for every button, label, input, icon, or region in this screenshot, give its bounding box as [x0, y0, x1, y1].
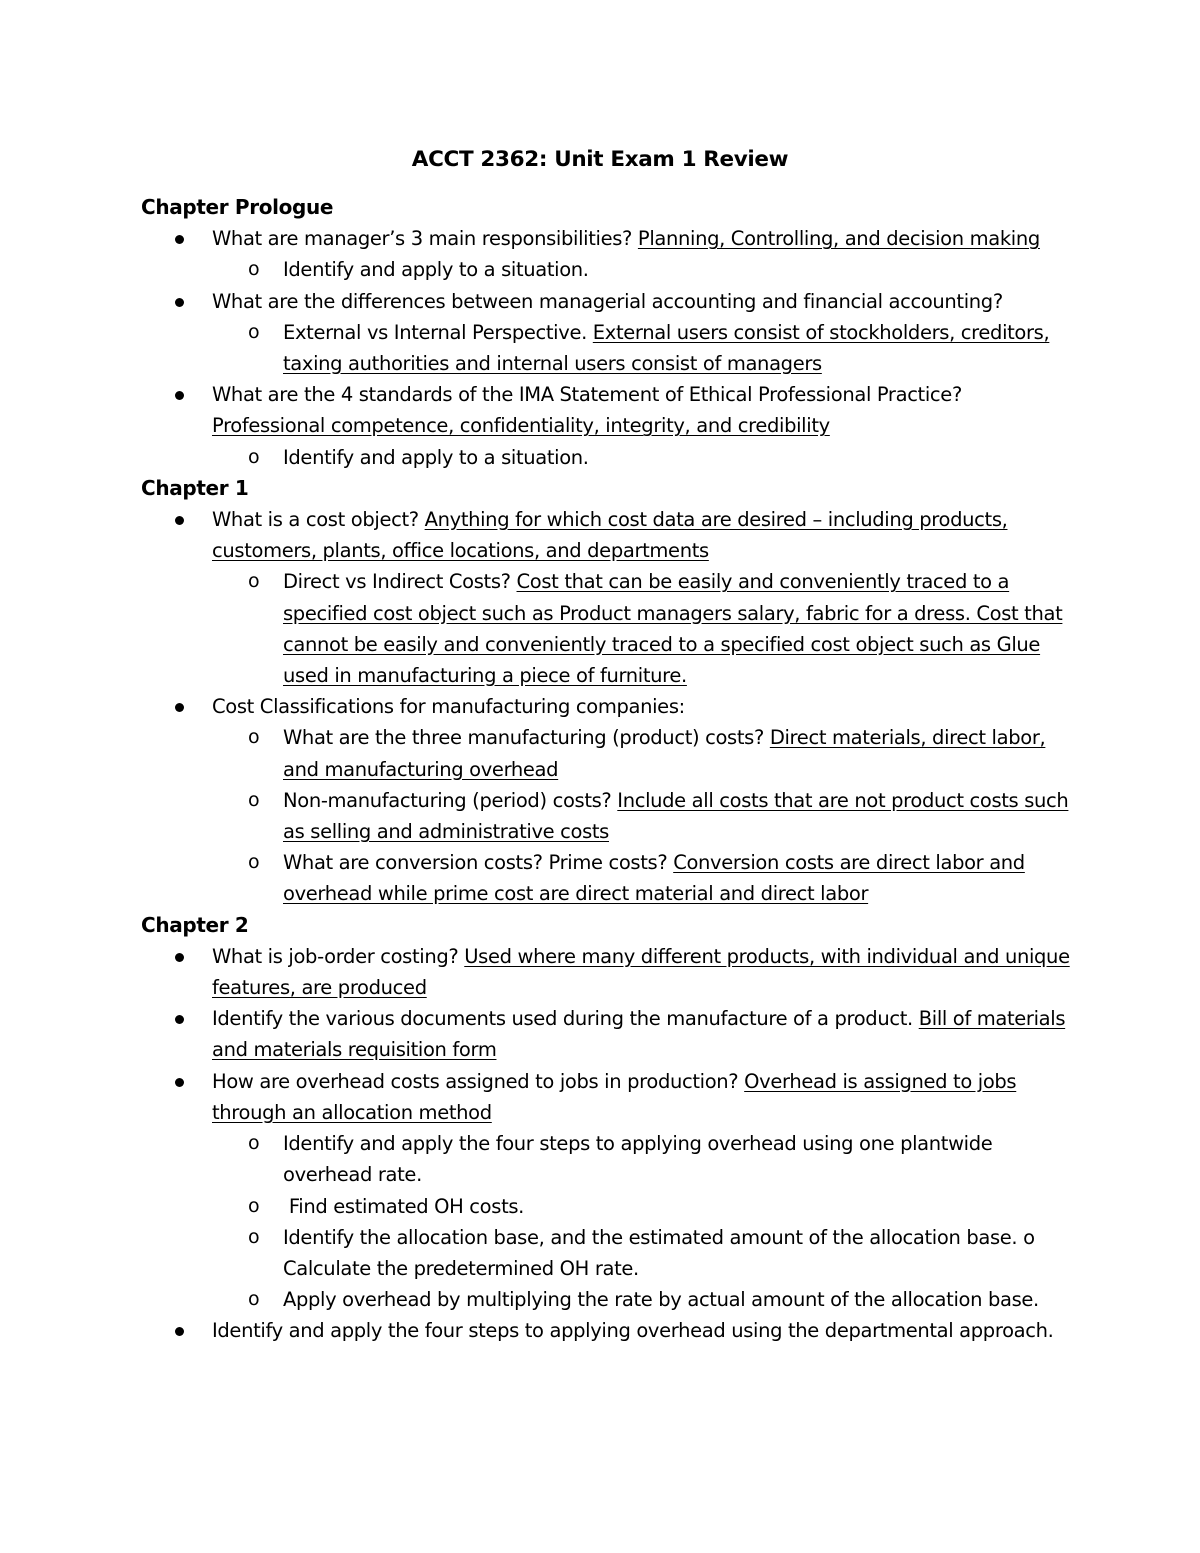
section-chapter-prologue — [141, 192, 1071, 473]
answer-text: External users consist of stockholders, creditors, taxing authorities and internal users consist of managers — [283, 320, 1050, 376]
sub-list-item — [141, 317, 1071, 379]
list-item — [141, 941, 1071, 1003]
item-text: Identify and apply to a situation. — [283, 258, 589, 282]
question-text: Cost Classifications for manufacturing companies: — [212, 695, 685, 719]
item-text: Identify the allocation base, and the estimated amount of the allocation base. o Calculate the predetermined OH rate. — [283, 1225, 1035, 1280]
sub-list-item — [141, 1128, 1071, 1190]
list-item — [141, 223, 1071, 254]
question-text: What are conversion costs? Prime costs? — [283, 851, 668, 875]
question-text: What is a cost object? — [212, 508, 419, 532]
answer-text: Bill of materials and materials requisition form — [212, 1007, 1066, 1062]
answer-text: Planning, Controlling, and decision making — [637, 227, 1040, 251]
item-text: Apply overhead by multiplying the rate by actual amount of the allocation base. — [283, 1288, 1039, 1312]
hollow-bullet-icon: o — [248, 1225, 260, 1248]
list-item — [141, 691, 1071, 722]
bullet-list — [141, 504, 1071, 910]
answer-text: Conversion costs are direct labor and overhead while prime cost are direct material and direct labor — [283, 851, 1025, 906]
hollow-bullet-icon: o — [248, 445, 260, 468]
hollow-bullet-icon: o — [248, 320, 260, 343]
section-heading: Chapter Prologue — [141, 195, 334, 219]
list-item — [141, 1315, 1071, 1346]
sub-list-item — [141, 722, 1071, 784]
question-text: Identify the various documents used during the manufacture of a product. — [212, 1007, 913, 1031]
hollow-bullet-icon: o — [248, 1288, 260, 1311]
item-text: Identify and apply the four steps to applying overhead using one plantwide overhead rate. — [283, 1132, 993, 1187]
bullet-icon — [175, 298, 184, 307]
item-text: Find estimated OH costs. — [283, 1194, 525, 1218]
question-text: What are the 4 standards of the IMA Statement of Ethical Professional Practice? — [212, 383, 962, 407]
bullet-icon — [175, 391, 184, 400]
answer-text: Direct materials, direct labor, and manufacturing overhead — [283, 726, 1046, 781]
bullet-icon — [175, 1015, 184, 1024]
bullet-icon — [175, 1327, 184, 1336]
answer-text: Cost that can be easily and conveniently traced to a specified cost object such as Product managers salary, fabric for a dress. Cost that cannot be easily and conveniently traced to a specified cost object such as Glue used in manufacturing a piece of furniture. — [283, 570, 1063, 688]
answer-text: Used where many different products, with individual and unique features, are produced — [212, 944, 1070, 1000]
question-text: What are the differences between managerial accounting and financial accounting? — [212, 289, 1003, 313]
answer-text: Professional competence, confidentiality, integrity, and credibility — [212, 414, 830, 438]
answer-text: Anything for which cost data are desired – including products, customers, plants, office locations, and departments — [212, 508, 1008, 563]
item-text: Identify and apply to a situation. — [283, 445, 589, 469]
question-text: Direct vs Indirect Costs? — [283, 570, 511, 594]
bullet-list — [141, 223, 1071, 473]
list-item — [141, 1066, 1071, 1128]
hollow-bullet-icon: o — [248, 1194, 260, 1217]
page-title: ACCT 2362: Unit Exam 1 Review — [411, 147, 789, 172]
list-item — [141, 379, 1071, 441]
section-heading: Chapter 1 — [141, 475, 249, 500]
sub-list-item — [141, 1222, 1071, 1284]
sub-list-item — [141, 847, 1071, 909]
answer-text: Overhead is assigned to jobs through an allocation method — [212, 1069, 1017, 1124]
question-text: What are the three manufacturing (product) costs? — [283, 726, 764, 750]
sub-list-item — [141, 442, 1071, 473]
list-item — [141, 1003, 1071, 1065]
question-text: External vs Internal Perspective. — [283, 320, 587, 344]
sub-list-item — [141, 785, 1071, 847]
section-heading: Chapter 2 — [141, 912, 249, 937]
sub-list-item — [141, 566, 1071, 691]
bullet-icon — [175, 1078, 184, 1087]
question-text: How are overhead costs assigned to jobs in production? — [212, 1069, 739, 1093]
section-chapter-2 — [141, 910, 1071, 1347]
document-body — [141, 192, 1071, 1347]
answer-text: Include all costs that are not product costs such as selling and administrative costs — [283, 788, 1069, 844]
hollow-bullet-icon: o — [248, 570, 260, 593]
sub-list-item — [141, 1191, 1071, 1222]
hollow-bullet-icon: o — [248, 851, 260, 874]
bullet-icon — [175, 516, 184, 525]
hollow-bullet-icon: o — [248, 1132, 260, 1155]
bullet-icon — [175, 703, 184, 712]
sub-list-item — [141, 1284, 1071, 1315]
hollow-bullet-icon: o — [248, 726, 260, 749]
question-text: What is job-order costing? — [212, 944, 459, 968]
sub-list-item — [141, 254, 1071, 285]
section-chapter-1 — [141, 473, 1071, 910]
question-text: Identify and apply the four steps to applying overhead using the departmental approach. — [212, 1319, 1054, 1343]
hollow-bullet-icon: o — [248, 788, 260, 811]
list-item — [141, 504, 1071, 566]
hollow-bullet-icon: o — [248, 258, 260, 281]
bullet-list — [141, 941, 1071, 1347]
bullet-icon — [175, 953, 184, 962]
question-text: What are manager’s 3 main responsibilities? — [212, 227, 633, 251]
list-item — [141, 286, 1071, 317]
question-text: Non-manufacturing (period) costs? — [283, 788, 612, 812]
bullet-icon — [175, 235, 184, 244]
